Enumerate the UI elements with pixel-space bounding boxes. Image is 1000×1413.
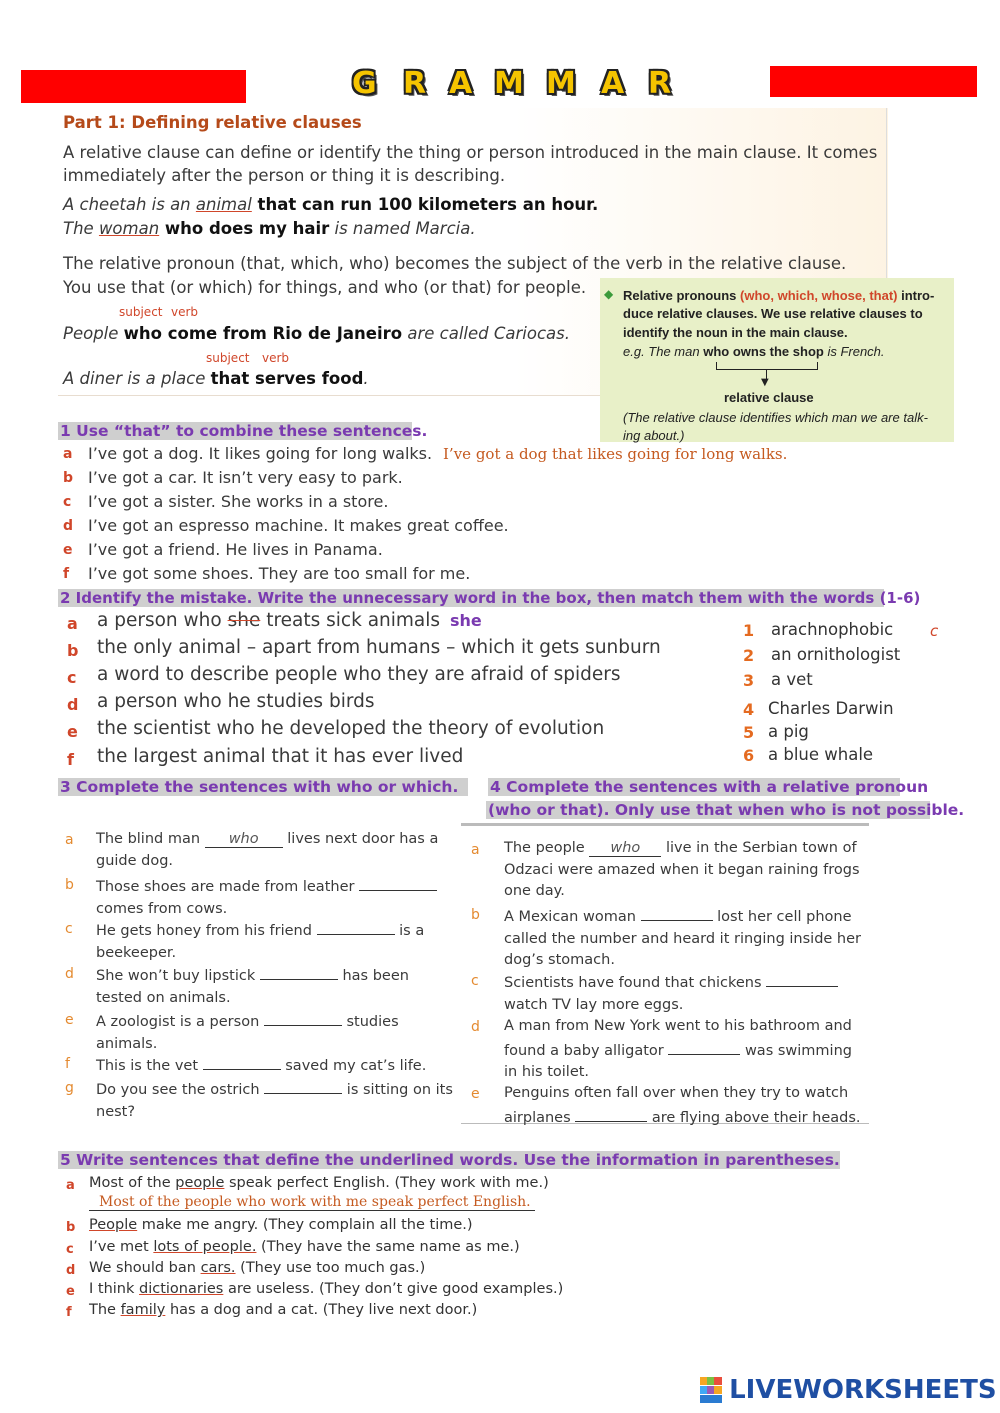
- example-sentence: [63, 219, 476, 238]
- item-letter: c: [66, 1242, 74, 1257]
- struck-word: she: [227, 610, 261, 631]
- match-number: 2: [743, 646, 755, 665]
- item-letter: b: [67, 641, 79, 660]
- sentence-part: treats sick animals: [260, 610, 441, 631]
- answer-blank[interactable]: [264, 1077, 342, 1094]
- item-letter: d: [67, 695, 79, 714]
- answer-blank[interactable]: [766, 970, 838, 987]
- sentence-part: She won’t buy lipstick: [96, 968, 260, 984]
- info-pronouns: (who, which, whose, that): [740, 288, 898, 303]
- answer-input[interactable]: she: [450, 611, 482, 630]
- exercise-sentence: I’ve got an espresso machine. It makes great coffee.: [88, 516, 509, 535]
- subject-annotation: subject: [206, 351, 250, 365]
- item-letter: a: [65, 832, 74, 848]
- info-text: (The relative clause identifies which man we are talk-: [623, 410, 928, 425]
- underlined-word: people: [175, 1175, 225, 1191]
- answer-blank[interactable]: [264, 1009, 342, 1026]
- answer-blank[interactable]: [260, 963, 338, 980]
- answer-blank[interactable]: [668, 1038, 740, 1055]
- example-text: A diner is a place: [63, 369, 211, 388]
- verb-annotation: verb: [171, 305, 199, 319]
- exercise-sentence: a person who he studies birds: [97, 691, 375, 712]
- match-number: 6: [743, 746, 755, 765]
- info-example: [623, 344, 885, 359]
- item-letter: b: [63, 470, 74, 486]
- section-heading: Part 1: Defining relative clauses: [63, 113, 362, 132]
- underlined-noun: animal: [195, 195, 252, 214]
- exercise-sentence: [96, 1009, 456, 1055]
- item-letter: d: [66, 1263, 76, 1278]
- exercise-sentence: I’ve got some shoes. They are too small for me.: [88, 564, 471, 583]
- answer-input[interactable]: I’ve got a dog that likes going for long walks.: [443, 445, 788, 463]
- sentence-part: speak perfect English. (They work with me.): [224, 1175, 549, 1191]
- sentence-part: The: [89, 1302, 121, 1318]
- answer-blank[interactable]: [575, 1105, 647, 1122]
- info-text: [623, 288, 934, 303]
- theory-text: The relative pronoun (that, which, who) becomes the subject of the verb in the relative clause.: [63, 254, 847, 273]
- example-text: The: [63, 219, 99, 238]
- exercise-sentence: the scientist who he developed the theory of evolution: [97, 718, 605, 739]
- right-red-banner: [770, 66, 977, 97]
- sentence-part: Most of the: [89, 1175, 176, 1191]
- item-letter: c: [471, 973, 479, 989]
- underlined-word: family: [120, 1302, 166, 1318]
- exercise-sentence: I’ve got a friend. He lives in Panama.: [88, 540, 383, 559]
- exercise-3-heading: 3 Complete the sentences with who or which.: [58, 778, 468, 796]
- logo-text: LIVEWORKSHEETS: [729, 1375, 997, 1405]
- item-letter: c: [67, 668, 77, 687]
- item-letter: d: [63, 518, 74, 534]
- exercise-sentence: [96, 1077, 456, 1123]
- exercise-4-heading: (who or that). Only use that when who is not possible.: [488, 801, 965, 819]
- item-letter: d: [471, 1019, 480, 1035]
- item-letter: b: [471, 907, 480, 923]
- exercise-sentence: I’ve got a car. It isn’t very easy to park.: [88, 468, 403, 487]
- item-letter: e: [65, 1012, 74, 1028]
- sentence-part: watch TV lay more eggs.: [504, 996, 684, 1013]
- item-letter: e: [67, 722, 78, 741]
- sentence-part: are useless. (They don’t give good examples.): [223, 1281, 564, 1297]
- answer-blank[interactable]: [317, 918, 395, 935]
- example-sentence: [63, 369, 369, 388]
- info-text: duce relative clauses. We use relative clauses to: [623, 306, 923, 321]
- info-text-part: is French.: [823, 344, 885, 359]
- exercise-sentence: [504, 970, 864, 1016]
- theory-text: A relative clause can define or identify the thing or person introduced in the main clause. It comes: [63, 143, 878, 162]
- sentence-part: lives next door has a guide dog.: [96, 831, 439, 869]
- example-sentence: [63, 195, 598, 214]
- exercise-sentence: [96, 918, 456, 964]
- match-number: 1: [743, 621, 755, 640]
- info-label: relative clause: [724, 390, 814, 405]
- exercise-sentence: [96, 1053, 456, 1078]
- exercise-4-heading: 4 Complete the sentences with a relative pronoun: [490, 778, 929, 796]
- exercise-sentence: [504, 838, 864, 903]
- item-letter: a: [471, 842, 480, 858]
- sentence-part: Scientists have found that chickens: [504, 975, 767, 991]
- sentence-part: A zoologist is a person: [96, 1014, 264, 1030]
- title-letter: M: [546, 66, 576, 101]
- sentence-part: live in the Serbian town of Odzaci were amazed when it began raining frogs one day.: [504, 840, 860, 899]
- underlined-noun: woman: [98, 219, 160, 238]
- theory-text: immediately after the person or thing it is describing.: [63, 166, 506, 185]
- exercise-sentence: [504, 904, 864, 972]
- answer-blank[interactable]: who: [589, 840, 661, 857]
- sentence-part: is a beekeeper.: [96, 923, 425, 961]
- example-text: are called Cariocas.: [402, 324, 570, 343]
- sentence-part: was swimming in his toilet.: [504, 1042, 852, 1080]
- relative-clause: that can run 100 kilometers an hour.: [251, 195, 599, 214]
- sentence-part: is sitting on its nest?: [96, 1082, 453, 1120]
- item-letter: f: [63, 566, 70, 582]
- title-letter: R: [648, 66, 672, 101]
- item-letter: c: [63, 494, 72, 510]
- logo-badge-icon: [700, 1377, 722, 1403]
- sentence-part: Do you see the ostrich: [96, 1082, 265, 1098]
- exercise-sentence: [89, 1260, 425, 1276]
- answer-blank[interactable]: [203, 1053, 281, 1070]
- sentence-part: This is the vet: [96, 1058, 203, 1074]
- item-letter: a: [66, 1178, 75, 1193]
- item-letter: g: [65, 1080, 74, 1096]
- exercise-sentence: [89, 1217, 473, 1233]
- example-text: A cheetah is an: [63, 195, 196, 214]
- relative-clause: who does my hair: [159, 219, 330, 238]
- example-text: .: [363, 369, 369, 388]
- sentence-part: comes from cows.: [96, 900, 228, 917]
- exercise-sentence: [96, 829, 456, 872]
- match-number: 4: [743, 700, 755, 719]
- info-text-part: e.g. The man: [623, 344, 704, 359]
- sentence-part: a person who: [97, 610, 228, 631]
- info-text-part: intro-: [897, 288, 935, 303]
- sentence-part: are flying above their heads.: [647, 1109, 861, 1126]
- exercise-sentence: [89, 1281, 563, 1297]
- exercise-sentence: [89, 1175, 549, 1191]
- item-letter: e: [66, 1284, 75, 1299]
- underlined-word: dictionaries: [139, 1281, 224, 1297]
- sentence-part: A man from New York went to his bathroom and found a baby alligator: [504, 1018, 852, 1059]
- exercise-sentence: a word to describe people who they are afraid of spiders: [97, 664, 621, 685]
- item-letter: d: [65, 966, 74, 982]
- sentence-part: He gets honey from his friend: [96, 923, 317, 939]
- exercise-sentence: I’ve got a dog. It likes going for long walks.: [88, 444, 433, 463]
- match-word: arachnophobic: [771, 620, 894, 639]
- underlined-word: cars.: [200, 1260, 236, 1276]
- sentence-part: (They use too much gas.): [235, 1260, 426, 1276]
- bracket-line: [716, 362, 818, 370]
- exercise-sentence: [96, 874, 456, 920]
- exercise-5-heading: 5 Write sentences that define the underlined words. Use the information in parentheses.: [60, 1151, 840, 1169]
- sentence-part: The blind man: [96, 831, 205, 847]
- diamond-bullet-icon: ◆: [604, 287, 614, 301]
- sentence-part: (They have the same name as me.): [256, 1239, 520, 1255]
- sentence-part: Penguins often fall over when they try to watch airplanes: [504, 1085, 849, 1126]
- underlined-word: lots of people.: [153, 1239, 257, 1255]
- exercise-sentence: the only animal – apart from humans – which it gets sunburn: [97, 637, 661, 658]
- match-word: an ornithologist: [771, 645, 901, 664]
- verb-annotation: verb: [262, 351, 290, 365]
- answer-blank[interactable]: [359, 874, 437, 891]
- exercise-2-heading: 2 Identify the mistake. Write the unnecessary word in the box, then match them with the words (1-6): [60, 589, 921, 607]
- info-bold-clause: who owns the shop: [703, 344, 824, 359]
- exercise-sentence: [504, 1016, 864, 1084]
- info-text-part: Relative pronouns: [623, 288, 741, 303]
- title-letter: A: [601, 66, 625, 101]
- item-letter: b: [65, 877, 74, 893]
- sentence-part: I think: [89, 1281, 139, 1297]
- theory-text: You use that (or which) for things, and who (or that) for people.: [63, 278, 587, 297]
- title-letter: G: [352, 66, 377, 101]
- exercise-sentence: [89, 1239, 520, 1255]
- sentence-part: studies animals.: [96, 1014, 399, 1052]
- underlined-word: People: [89, 1217, 138, 1233]
- sentence-part: lost her cell phone called the number and heard it ringing inside her dog’s stomach.: [504, 909, 862, 968]
- item-letter: e: [63, 542, 73, 558]
- exercise-sentence: I’ve got a sister. She works in a store.: [88, 492, 389, 511]
- answer-input[interactable]: Most of the people who work with me speak perfect English.: [89, 1194, 535, 1211]
- relative-clause: that serves food: [210, 369, 364, 388]
- sentence-part: We should ban: [89, 1260, 201, 1276]
- item-letter: a: [63, 446, 73, 462]
- example-text: People: [63, 324, 124, 343]
- answer-blank[interactable]: who: [205, 831, 283, 848]
- sentence-part: saved my cat’s life.: [280, 1058, 427, 1074]
- subject-annotation: subject: [119, 305, 163, 319]
- item-letter: e: [471, 1086, 480, 1102]
- left-red-banner: [21, 70, 246, 103]
- info-text: identify the noun in the main clause.: [623, 325, 848, 340]
- title-letter: R: [403, 66, 427, 101]
- answer-blank[interactable]: [641, 904, 713, 921]
- example-text: is named Marcia.: [329, 219, 476, 238]
- info-text: ing about.): [623, 428, 685, 443]
- exercise-4-divider: [461, 823, 869, 826]
- match-word: Charles Darwin: [768, 699, 894, 718]
- sentence-part: The people: [504, 840, 590, 856]
- exercise-sentence: [97, 610, 440, 631]
- match-number: 5: [743, 723, 755, 742]
- sentence-part: Those shoes are made from leather: [96, 879, 360, 895]
- match-word: a pig: [768, 722, 809, 741]
- sentence-part: make me angry. (They complain all the time.): [137, 1217, 473, 1233]
- item-letter: f: [66, 1305, 72, 1320]
- item-letter: a: [67, 614, 78, 633]
- match-word: a vet: [771, 670, 813, 689]
- exercise-sentence: [89, 1302, 477, 1318]
- relative-clause: who come from Rio de Janeiro: [123, 324, 403, 343]
- exercise-sentence: the largest animal that it has ever lived: [97, 746, 464, 767]
- match-word: a blue whale: [768, 745, 874, 764]
- liveworksheets-logo: [700, 1375, 997, 1409]
- title-letter: M: [494, 66, 524, 101]
- item-letter: f: [67, 750, 74, 769]
- match-number: 3: [743, 671, 755, 690]
- example-sentence: [63, 324, 570, 343]
- sentence-part: has a dog and a cat. (They live next door.): [165, 1302, 478, 1318]
- item-letter: f: [65, 1056, 70, 1072]
- exercise-1-heading: 1 Use “that” to combine these sentences.: [60, 422, 428, 440]
- title-letter: A: [449, 66, 473, 101]
- item-letter: b: [66, 1220, 76, 1235]
- sentence-part: has been tested on animals.: [96, 968, 409, 1006]
- exercise-sentence: [504, 1083, 864, 1129]
- exercise-sentence: [96, 963, 456, 1009]
- sentence-part: I’ve met: [89, 1239, 154, 1255]
- sentence-part: A Mexican woman: [504, 909, 641, 925]
- match-answer-input[interactable]: c: [930, 622, 939, 640]
- arrow-down-icon: ▼: [761, 377, 769, 388]
- item-letter: c: [65, 921, 73, 937]
